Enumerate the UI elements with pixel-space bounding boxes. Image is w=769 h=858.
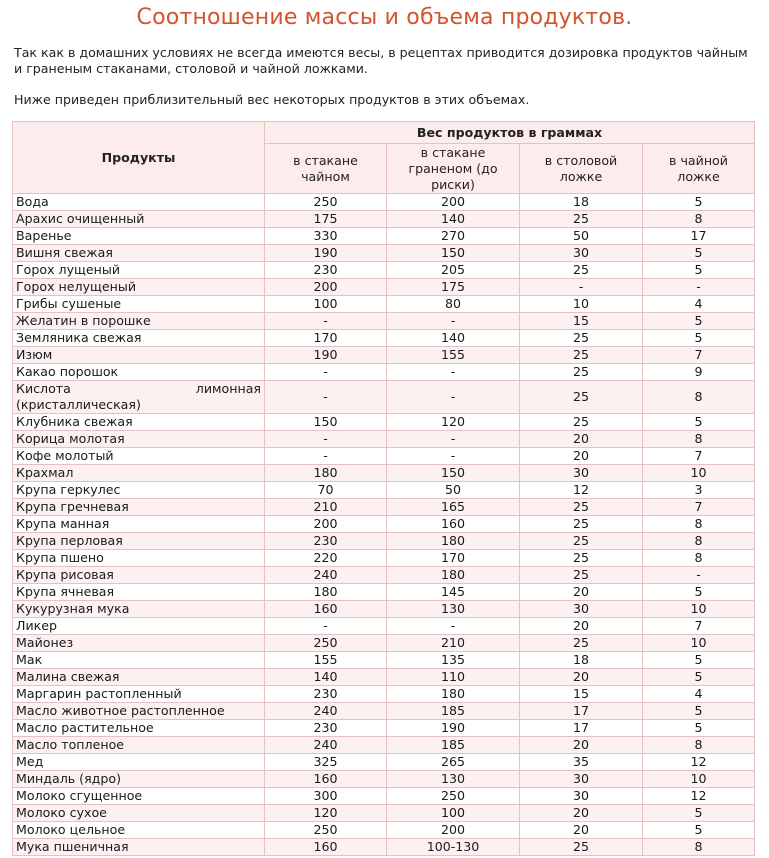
product-name-cell: Горох нелущеный	[13, 279, 265, 296]
table-row	[13, 720, 755, 737]
product-name-cell: Масло животное растопленное	[13, 703, 265, 720]
product-name-cell: Молоко сухое	[13, 805, 265, 822]
table-row	[13, 347, 755, 364]
value-cell: 250	[265, 635, 387, 652]
value-cell: 140	[387, 211, 520, 228]
value-cell: 5	[643, 720, 755, 737]
value-cell: -	[265, 618, 387, 635]
table-row	[13, 550, 755, 567]
value-cell: 160	[265, 839, 387, 856]
value-cell: 20	[520, 737, 643, 754]
value-cell: 3	[643, 482, 755, 499]
value-cell: 325	[265, 754, 387, 771]
value-cell: 150	[387, 465, 520, 482]
value-cell: 230	[265, 720, 387, 737]
value-cell: 210	[387, 635, 520, 652]
table-row	[13, 601, 755, 618]
header-col-tea-glass: в стакане чайном	[265, 144, 387, 194]
table-row	[13, 788, 755, 805]
value-cell: 5	[643, 652, 755, 669]
value-cell: 8	[643, 431, 755, 448]
value-cell: 8	[643, 211, 755, 228]
value-cell: 185	[387, 703, 520, 720]
table-row	[13, 211, 755, 228]
value-cell: 160	[387, 516, 520, 533]
table-row	[13, 516, 755, 533]
product-name-cell: Маргарин растопленный	[13, 686, 265, 703]
value-cell: 70	[265, 482, 387, 499]
value-cell: 25	[520, 211, 643, 228]
value-cell: 25	[520, 364, 643, 381]
table-row	[13, 805, 755, 822]
value-cell: 30	[520, 771, 643, 788]
value-cell: 190	[265, 347, 387, 364]
value-cell: 5	[643, 805, 755, 822]
value-cell: 100	[387, 805, 520, 822]
product-name-cell: Крупа перловая	[13, 533, 265, 550]
table-row	[13, 262, 755, 279]
table-row	[13, 533, 755, 550]
product-name-cell: Майонез	[13, 635, 265, 652]
value-cell: 230	[265, 533, 387, 550]
value-cell: -	[387, 381, 520, 414]
product-name-cell: Малина свежая	[13, 669, 265, 686]
value-cell: 180	[387, 567, 520, 584]
value-cell: 12	[643, 788, 755, 805]
table-row	[13, 703, 755, 720]
value-cell: 7	[643, 448, 755, 465]
product-name-cell: Варенье	[13, 228, 265, 245]
table-row	[13, 465, 755, 482]
product-name-cell: Кукурузная мука	[13, 601, 265, 618]
value-cell: 130	[387, 601, 520, 618]
table-row	[13, 686, 755, 703]
product-name-cell: Крупа геркулес	[13, 482, 265, 499]
value-cell: 25	[520, 635, 643, 652]
value-cell: 50	[387, 482, 520, 499]
value-cell: 5	[643, 822, 755, 839]
value-cell: 250	[387, 788, 520, 805]
product-name-cell: Корица молотая	[13, 431, 265, 448]
product-name-cell: Клубника свежая	[13, 414, 265, 431]
value-cell: 5	[643, 703, 755, 720]
value-cell: -	[265, 364, 387, 381]
value-cell: 4	[643, 686, 755, 703]
value-cell: 25	[520, 499, 643, 516]
value-cell: 10	[643, 465, 755, 482]
table-row	[13, 245, 755, 262]
value-cell: 5	[643, 262, 755, 279]
product-name-cell: Крупа манная	[13, 516, 265, 533]
intro-text: Так как в домашних условиях не всегда имеются весы, в рецептах приводится дозировка продуктов чайным и граненым стаканами, столовой и чайной ложками.	[14, 45, 748, 76]
value-cell: 170	[265, 330, 387, 347]
value-cell: -	[643, 567, 755, 584]
table-row	[13, 822, 755, 839]
table-row	[13, 652, 755, 669]
value-cell: 145	[387, 584, 520, 601]
value-cell: 265	[387, 754, 520, 771]
table-row	[13, 431, 755, 448]
value-cell: 25	[520, 381, 643, 414]
value-cell: -	[643, 279, 755, 296]
value-cell: 180	[387, 533, 520, 550]
product-name-cell: Миндаль (ядро)	[13, 771, 265, 788]
product-name-cell: Горох лущеный	[13, 262, 265, 279]
value-cell: 25	[520, 414, 643, 431]
value-cell: 180	[265, 465, 387, 482]
value-cell: 220	[265, 550, 387, 567]
value-cell: 140	[387, 330, 520, 347]
table-row	[13, 482, 755, 499]
value-cell: 30	[520, 245, 643, 262]
table-row	[13, 771, 755, 788]
value-cell: 18	[520, 194, 643, 211]
product-name-cell: Какао порошок	[13, 364, 265, 381]
product-name-cell: Ликер	[13, 618, 265, 635]
value-cell: 8	[643, 839, 755, 856]
value-cell: -	[387, 618, 520, 635]
table-row	[13, 669, 755, 686]
product-name-cell: Мед	[13, 754, 265, 771]
value-cell: 8	[643, 516, 755, 533]
value-cell: 18	[520, 652, 643, 669]
value-cell: 230	[265, 262, 387, 279]
value-cell: 25	[520, 347, 643, 364]
value-cell: 25	[520, 330, 643, 347]
table-row	[13, 567, 755, 584]
table-row	[13, 839, 755, 856]
value-cell: 20	[520, 618, 643, 635]
value-cell: 12	[643, 754, 755, 771]
table-row	[13, 296, 755, 313]
product-name-cell: Изюм	[13, 347, 265, 364]
table-row	[13, 364, 755, 381]
product-name-cell: Крупа ячневая	[13, 584, 265, 601]
value-cell: 10	[643, 635, 755, 652]
value-cell: 5	[643, 330, 755, 347]
value-cell: 100	[265, 296, 387, 313]
product-name-cell: Крупа гречневая	[13, 499, 265, 516]
product-name-cell: Кислота лимонная (кристаллическая)	[13, 381, 265, 414]
value-cell: -	[387, 431, 520, 448]
product-name-cell: Масло топленое	[13, 737, 265, 754]
table-row	[13, 754, 755, 771]
value-cell: 17	[520, 720, 643, 737]
value-cell: 10	[520, 296, 643, 313]
value-cell: 180	[387, 686, 520, 703]
value-cell: 8	[643, 381, 755, 414]
weights-table	[12, 121, 755, 856]
table-row	[13, 194, 755, 211]
value-cell: 9	[643, 364, 755, 381]
value-cell: 20	[520, 584, 643, 601]
value-cell: 270	[387, 228, 520, 245]
table-row	[13, 279, 755, 296]
value-cell: 240	[265, 567, 387, 584]
value-cell: -	[265, 431, 387, 448]
product-name-cell: Грибы сушеные	[13, 296, 265, 313]
value-cell: 150	[265, 414, 387, 431]
value-cell: 200	[265, 516, 387, 533]
value-cell: 230	[265, 686, 387, 703]
table-row	[13, 381, 755, 414]
value-cell: 8	[643, 737, 755, 754]
value-cell: 20	[520, 448, 643, 465]
value-cell: 10	[643, 771, 755, 788]
header-col-teaspoon: в чайной ложке	[643, 144, 755, 194]
product-name-cell: Крупа пшено	[13, 550, 265, 567]
value-cell: 10	[643, 601, 755, 618]
value-cell: 210	[265, 499, 387, 516]
value-cell: 5	[643, 584, 755, 601]
value-cell: 4	[643, 296, 755, 313]
table-row	[13, 313, 755, 330]
value-cell: -	[265, 313, 387, 330]
value-cell: 20	[520, 669, 643, 686]
value-cell: 17	[520, 703, 643, 720]
page-title: Соотношение массы и объема продуктов.	[136, 5, 633, 30]
table-row	[13, 584, 755, 601]
value-cell: 180	[265, 584, 387, 601]
value-cell: 5	[643, 669, 755, 686]
value-cell: 7	[643, 499, 755, 516]
product-name-cell: Мак	[13, 652, 265, 669]
product-name-cell: Молоко цельное	[13, 822, 265, 839]
product-name-cell: Желатин в порошке	[13, 313, 265, 330]
table-row	[13, 635, 755, 652]
value-cell: 155	[387, 347, 520, 364]
value-cell: 240	[265, 703, 387, 720]
value-cell: 8	[643, 550, 755, 567]
value-cell: 175	[265, 211, 387, 228]
value-cell: 15	[520, 313, 643, 330]
value-cell: 25	[520, 516, 643, 533]
value-cell: 20	[520, 822, 643, 839]
value-cell: 240	[265, 737, 387, 754]
product-name-cell: Арахис очищенный	[13, 211, 265, 228]
product-name-cell: Кофе молотый	[13, 448, 265, 465]
value-cell: -	[387, 313, 520, 330]
value-cell: 25	[520, 567, 643, 584]
value-cell: 250	[265, 822, 387, 839]
value-cell: 20	[520, 431, 643, 448]
value-cell: 330	[265, 228, 387, 245]
header-col-tablespoon: в столовой ложке	[520, 144, 643, 194]
value-cell: 200	[387, 822, 520, 839]
value-cell: 160	[265, 601, 387, 618]
value-cell: 12	[520, 482, 643, 499]
value-cell: 17	[643, 228, 755, 245]
value-cell: 80	[387, 296, 520, 313]
value-cell: 25	[520, 550, 643, 567]
value-cell: 5	[643, 313, 755, 330]
value-cell: 25	[520, 839, 643, 856]
value-cell: -	[520, 279, 643, 296]
value-cell: 100-130	[387, 839, 520, 856]
value-cell: 170	[387, 550, 520, 567]
value-cell: 5	[643, 414, 755, 431]
value-cell: 160	[265, 771, 387, 788]
value-cell: 250	[265, 194, 387, 211]
value-cell: 35	[520, 754, 643, 771]
product-name-cell: Крахмал	[13, 465, 265, 482]
value-cell: 8	[643, 533, 755, 550]
value-cell: 50	[520, 228, 643, 245]
value-cell: 155	[265, 652, 387, 669]
value-cell: 7	[643, 618, 755, 635]
value-cell: 5	[643, 194, 755, 211]
value-cell: 200	[387, 194, 520, 211]
value-cell: 7	[643, 347, 755, 364]
value-cell: 110	[387, 669, 520, 686]
value-cell: 185	[387, 737, 520, 754]
value-cell: 30	[520, 465, 643, 482]
table-row	[13, 330, 755, 347]
value-cell: 200	[265, 279, 387, 296]
header-col-faceted-glass: в стакане граненом (до риски)	[387, 144, 520, 194]
product-name-cell: Вишня свежая	[13, 245, 265, 262]
value-cell: 15	[520, 686, 643, 703]
table-row	[13, 737, 755, 754]
value-cell: 120	[387, 414, 520, 431]
value-cell: 190	[265, 245, 387, 262]
product-name-cell: Вода	[13, 194, 265, 211]
value-cell: 175	[387, 279, 520, 296]
value-cell: -	[265, 448, 387, 465]
value-cell: -	[387, 448, 520, 465]
value-cell: 205	[387, 262, 520, 279]
value-cell: 30	[520, 788, 643, 805]
header-weight: Вес продуктов в граммах	[265, 122, 755, 144]
product-name-cell: Мука пшеничная	[13, 839, 265, 856]
product-name-cell: Земляника свежая	[13, 330, 265, 347]
value-cell: 190	[387, 720, 520, 737]
intro-text-2: Ниже приведен приблизительный вес некоторых продуктов в этих объемах.	[14, 92, 530, 107]
value-cell: 20	[520, 805, 643, 822]
value-cell: 25	[520, 262, 643, 279]
header-products: Продукты	[13, 122, 265, 194]
value-cell: 5	[643, 245, 755, 262]
value-cell: 25	[520, 533, 643, 550]
value-cell: -	[265, 381, 387, 414]
table-row	[13, 448, 755, 465]
value-cell: 120	[265, 805, 387, 822]
table-row	[13, 618, 755, 635]
value-cell: 140	[265, 669, 387, 686]
table-row	[13, 414, 755, 431]
value-cell: 300	[265, 788, 387, 805]
product-name-cell: Молоко сгущенное	[13, 788, 265, 805]
product-name-cell: Масло растительное	[13, 720, 265, 737]
value-cell: 165	[387, 499, 520, 516]
value-cell: 30	[520, 601, 643, 618]
table-row	[13, 228, 755, 245]
value-cell: -	[387, 364, 520, 381]
table-row	[13, 499, 755, 516]
value-cell: 150	[387, 245, 520, 262]
product-name-cell: Крупа рисовая	[13, 567, 265, 584]
value-cell: 130	[387, 771, 520, 788]
value-cell: 135	[387, 652, 520, 669]
